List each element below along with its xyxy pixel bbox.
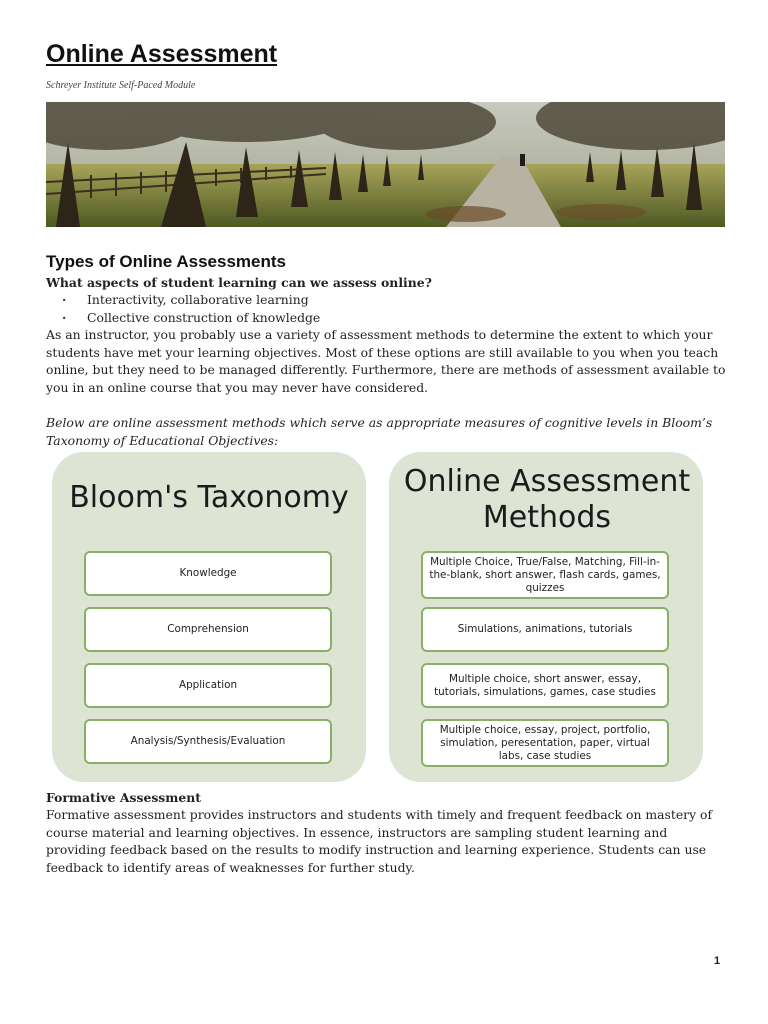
- method-box-application: Multiple choice, short answer, essay, tutorials, simulations, games, case studies: [421, 663, 669, 708]
- method-box-comprehension: Simulations, animations, tutorials: [421, 607, 669, 652]
- list-item: · Collective construction of knowledge: [62, 309, 320, 327]
- module-subtitle: Schreyer Institute Self-Paced Module: [46, 80, 196, 91]
- bullet-list: [62, 291, 320, 326]
- section-heading: Types of Online Assessments: [46, 252, 286, 271]
- diagram-intro: Below are online assessment methods which serve as appropriate measures of cognitive levels in Bloom’s Taxonomy of Educational Objectives:: [46, 415, 713, 448]
- page-number: 1: [714, 955, 721, 967]
- list-item: · Interactivity, collaborative learning: [62, 291, 320, 309]
- formative-heading: Formative Assessment: [46, 790, 202, 805]
- tree-avenue-image: [46, 102, 725, 227]
- page-title: Online Assessment: [46, 40, 278, 68]
- method-box-analysis: Multiple choice, essay, project, portfolio, simulation, peresentation, paper, virtual labs, case studies: [421, 719, 669, 767]
- level-box-comprehension: Comprehension: [84, 607, 332, 652]
- section-question: What aspects of student learning can we assess online?: [46, 275, 432, 290]
- banner-photo: [46, 102, 725, 227]
- level-box-application: Application: [84, 663, 332, 708]
- method-box-knowledge: Multiple Choice, True/False, Matching, Fill-in-the-blank, short answer, flash cards, games, quizzes: [421, 551, 669, 599]
- level-box-analysis: Analysis/Synthesis/Evaluation: [84, 719, 332, 764]
- formative-paragraph: Formative assessment provides instructors and students with timely and frequent feedback on mastery of course material and learning objectives. In essence, instructors are sampling student learning and providing feedback based on the results to modify instruction and learning experience. Students can use feedback to identify areas of weaknesses for further study.: [46, 807, 713, 875]
- assessment-methods-title: Online Assessment Methods: [403, 464, 691, 535]
- level-box-knowledge: Knowledge: [84, 551, 332, 596]
- intro-paragraph: As an instructor, you probably use a variety of assessment methods to determine the extent to which your students have met your learning objectives. Most of these options are still available to you when you teach online, but they need to be managed differently. Furthermore, there are methods of assessment available to you in an online course that you may never have considered.: [46, 327, 726, 395]
- blooms-taxonomy-title: Bloom's Taxonomy: [69, 480, 349, 515]
